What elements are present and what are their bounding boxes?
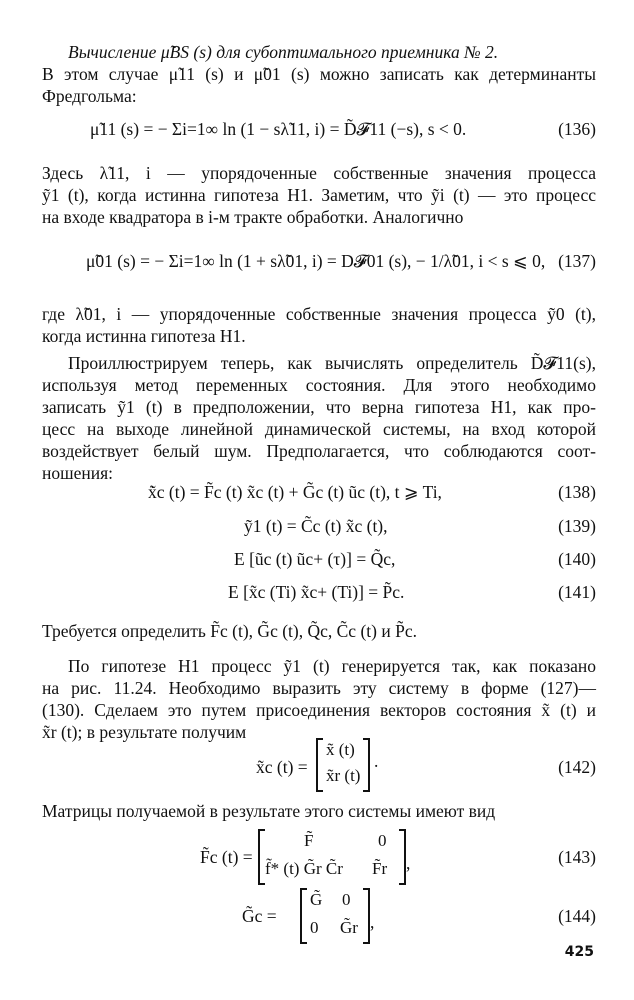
text-line: когда истинна гипотеза H1. bbox=[42, 326, 246, 346]
equation-142-tail: . bbox=[374, 751, 379, 771]
text-line: ỹ1 (t), когда истинна гипотеза H1. Заметим, что ỹi (t) — это процесс bbox=[42, 185, 596, 205]
section-heading: Вычисление μ̃BS (s) для субоптимального приемника № 2. bbox=[68, 42, 499, 62]
matrix-cell: F̃r bbox=[372, 859, 388, 878]
text-line: на входе квадратора в i-м тракте обработки. Аналогично bbox=[42, 207, 464, 227]
equation-144-matrix bbox=[300, 888, 370, 944]
equation-number-137: (137) bbox=[558, 251, 596, 271]
matrix-cell: 0 bbox=[310, 918, 319, 937]
equation-142-lhs: x̃c (t) = bbox=[256, 757, 308, 777]
text-line: (130). Сделаем это путем присоединения векторов состояния x̃ (t) и bbox=[42, 700, 596, 720]
equation-number-143: (143) bbox=[558, 847, 596, 867]
text-line: цесс на выходе линейной динамической системы, на вход которой bbox=[42, 419, 596, 439]
text-line: x̃r (t); в результате получим bbox=[42, 722, 247, 742]
text-line: ношения: bbox=[42, 463, 113, 483]
equation-139: ỹ1 (t) = C̃c (t) x̃c (t), bbox=[244, 516, 388, 536]
equation-144-tail: , bbox=[370, 912, 375, 932]
equation-number-138: (138) bbox=[558, 482, 596, 502]
equation-number-140: (140) bbox=[558, 549, 596, 569]
equation-141: E [x̃c (Ti) x̃c+ (Ti)] = P̃c. bbox=[228, 582, 405, 602]
matrix-cell: x̃r (t) bbox=[326, 766, 361, 785]
equation-number-139: (139) bbox=[558, 516, 596, 536]
text-line: По гипотезе H1 процесс ỹ1 (t) генерируется так, как показано bbox=[68, 656, 596, 676]
equation-number-141: (141) bbox=[558, 582, 596, 602]
equation-number-142: (142) bbox=[558, 757, 596, 777]
text-line: Фредгольма: bbox=[42, 86, 137, 106]
matrix-cell: x̃ (t) bbox=[326, 740, 355, 759]
text-line: где λ̃01, i — упорядоченные собственные значения процесса ỹ0 (t), bbox=[42, 304, 596, 324]
page-number: 425 bbox=[564, 944, 594, 960]
equation-number-136: (136) bbox=[558, 119, 596, 139]
equation-143-lhs: F̃c (t) = bbox=[200, 847, 253, 867]
equation-137: μ̃01 (s) = − Σi=1∞ ln (1 + sλ̃01, i) = D𝓕01 (s), − 1/λ̃01, i < s ⩽ 0, bbox=[86, 251, 546, 271]
matrix-cell: G̃r bbox=[340, 918, 358, 937]
matrix-cell: G̃ bbox=[310, 890, 323, 909]
text-line: Здесь λ̃11, i — упорядоченные собственные значения процесса bbox=[42, 163, 596, 183]
equation-140: E [ũc (t) ũc+ (τ)] = Q̃c, bbox=[234, 549, 396, 569]
text-line: используя метод переменных состояния. Для этого необходимо bbox=[42, 375, 596, 395]
text-line: Матрицы получаемой в результате этого системы имеют вид bbox=[42, 801, 496, 821]
equation-138: x̃̇c (t) = F̃c (t) x̃c (t) + G̃c (t) ũc (t), t ⩾ Ti, bbox=[148, 482, 442, 502]
matrix-cell: 0 bbox=[342, 890, 351, 909]
equation-number-144: (144) bbox=[558, 906, 596, 926]
text-line: Требуется определить F̃c (t), G̃c (t), Q̃c, C̃c (t) и P̃c. bbox=[42, 621, 417, 641]
matrix-cell: 0 bbox=[378, 831, 387, 850]
text-line: Проиллюстрируем теперь, как вычислять определитель D̃𝓕11(s), bbox=[68, 353, 596, 373]
equation-142-matrix bbox=[316, 738, 370, 792]
text-line: воздействует белый шум. Предполагается, что соблюдаются соот- bbox=[42, 441, 596, 461]
equation-143-matrix bbox=[258, 829, 406, 885]
text-line: на рис. 11.24. Необходимо выразить эту систему в форме (127)— bbox=[42, 678, 596, 698]
matrix-cell: f̃* (t) G̃r C̃r bbox=[265, 859, 343, 878]
equation-136: μ̃11 (s) = − Σi=1∞ ln (1 − sλ̃11, i) = D̃𝓕11 (−s), s < 0. bbox=[90, 119, 467, 139]
text-line: В этом случае μ̃11 (s) и μ̃01 (s) можно записать как детерминанты bbox=[42, 64, 596, 84]
equation-143-tail: , bbox=[406, 853, 411, 873]
equation-144-lhs: G̃c = bbox=[242, 906, 277, 926]
matrix-cell: F̃ bbox=[304, 831, 314, 850]
text-line: записать ỹ1 (t) в предположении, что верна гипотеза H1, как про- bbox=[42, 397, 596, 417]
